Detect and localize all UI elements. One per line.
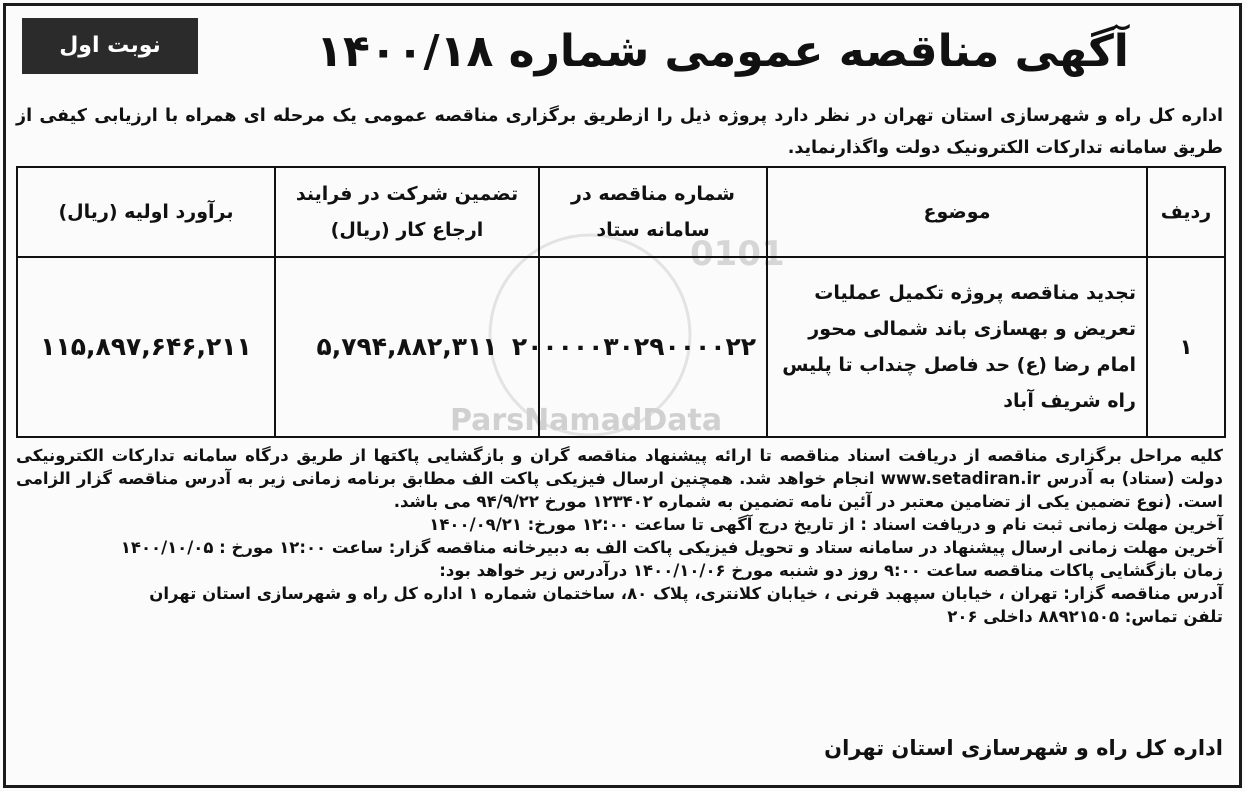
cell-estimate: ۱۱۵,۸۹۷,۶۴۶,۲۱۱ (17, 257, 275, 437)
cell-tender-number: ۲۰۰۰۰۰۳۰۲۹۰۰۰۰۲۲ (539, 257, 767, 437)
header-tender-number: شماره مناقصه در سامانه ستاد (539, 167, 767, 257)
cell-row-number: ۱ (1147, 257, 1225, 437)
table-row (17, 257, 1225, 437)
watermark-numbers: 0101 (690, 234, 785, 274)
body-registration-deadline: آخرین مهلت زمانی ثبت نام و دریافت اسناد : از تاریخ درج آگهی تا ساعت ۱۲:۰۰ مورخ: ۱۴۰۰/۰۹/۲۱ (429, 515, 1223, 534)
tender-table-header (17, 167, 1225, 257)
body-procedure: کلیه مراحل برگزاری مناقصه از دریافت اسناد مناقصه تا ارائه پیشنهاد مناقصه گران و بازگشایی پاکتها از طریق درگاه سامانه تدارکات الکترونیکی دولت (ستاد) به آدرس www.setadiran.ir انجام خواهد شد. همچنین ارسال فیزیکی پاکت الف مطابق برنامه زمانی زیر به آدرس مناقصه گزار الزامی است. (نوع تضمین یکی از تضامین معتبر در آئین نامه تضمین به شماره ۱۲۳۴۰۲ مورخ ۹۴/۹/۲۲ می باشد. (16, 446, 1223, 511)
notice-title: آگهی مناقصه عمومی شماره ۱۴۰۰/۱۸ (316, 26, 1129, 77)
cell-guarantee: ۵,۷۹۴,۸۸۲,۳۱۱ (275, 257, 539, 437)
header-subject: موضوع (767, 167, 1147, 257)
header-guarantee: تضمین شرکت در فرایند ارجاع کار (ریال) (275, 167, 539, 257)
tender-table (16, 166, 1226, 438)
cell-subject: تجدید مناقصه پروژه تکمیل عملیات تعریض و بهسازی باند شمالی محور امام رضا (ع) حد فاصل چنداب تا پلیس راه شریف آباد (767, 257, 1147, 437)
body-submission-deadline: آخرین مهلت زمانی ارسال پیشنهاد در سامانه ستاد و تحویل فیزیکی پاکت الف به دبیرخانه مناقصه گزار: ساعت ۱۲:۰۰ مورخ : ۱۴۰۰/۱۰/۰۵ (120, 538, 1223, 557)
watermark-brand: ParsNamadData (450, 403, 723, 438)
body-phone: تلفن تماس: ۸۸۹۲۱۵۰۵ داخلی ۲۰۶ (947, 607, 1223, 626)
notice-body (16, 444, 1223, 628)
body-opening-time: زمان بازگشایی پاکات مناقصه ساعت ۹:۰۰ روز دو شنبه مورخ ۱۴۰۰/۱۰/۰۶ درآدرس زیر خواهد بود: (439, 561, 1223, 580)
header-row-number: ردیف (1147, 167, 1225, 257)
body-address: آدرس مناقصه گزار: تهران ، خیابان سپهبد قرنی ، خیابان کلانتری، پلاک ۸۰، ساختمان شماره ۱ اداره کل راه و شهرسازی استان تهران (149, 584, 1223, 603)
intro-paragraph: اداره کل راه و شهرسازی استان تهران در نظر دارد پروژه ذیل را ازطریق برگزاری مناقصه عمومی یک مرحله ای همراه با ارزیابی کیفی از طریق سامانه تدارکات الکترونیک دولت واگذارنماید. (16, 106, 1223, 158)
issuer-signature: اداره کل راه و شهرسازی استان تهران (824, 736, 1223, 760)
header-estimate: برآورد اولیه (ریال) (17, 167, 275, 257)
round-badge: نوبت اول (22, 18, 198, 74)
